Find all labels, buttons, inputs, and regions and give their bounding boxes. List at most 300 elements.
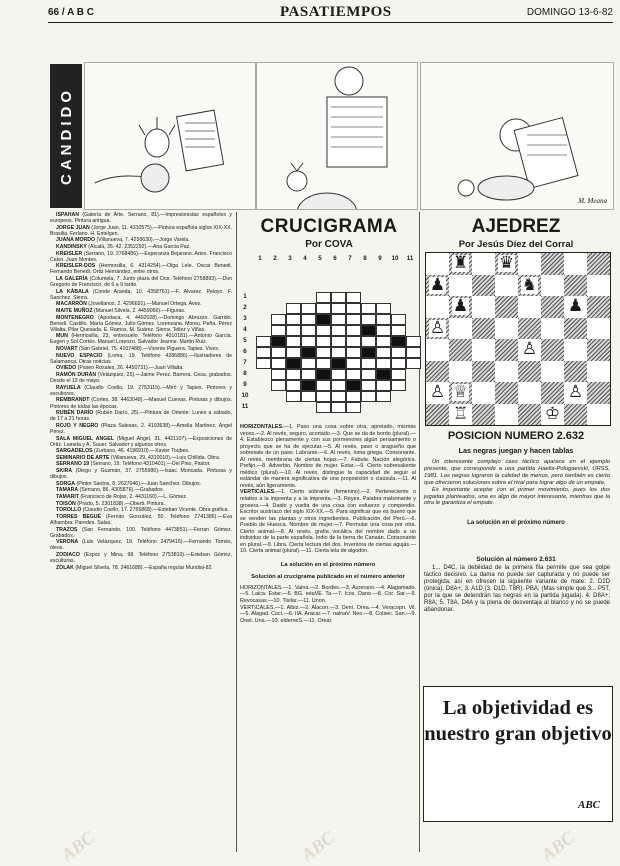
crossword-cell [271,325,286,336]
gallery-details: (Hermosilla, 6. 4314254).—Olga Lele. Oscar Benedi. Fernando Benedi. Ortiz Hernández, entre otros. [50,263,232,276]
gallery-name: OVIEDO [56,365,77,372]
column-number: 5 [318,255,322,262]
chess-square [587,361,610,383]
crossword-cell [256,347,271,358]
crossword-cell [331,303,346,314]
crossword-cell [331,314,346,325]
crossword-next-note: La solución en el próximo número [280,561,376,568]
chess-square [426,296,449,318]
vertical-clues: —1. Cierto sobrante (femenino).—2. Perteneciente o relativo a la imprenta y a la imprenta.—3. Reyes. Palabra malsonante y grosera.—4. Daido y vuelta de una cosa con esfuerzo y compendio. Escritor austríaco del siglo XIX-XX.—5. Para significar que es bueno que se venden las plantas y otros ingredientes. Publicación del Perú.—6. Pueblo de Huesca. Nombre de mujer.—7. Permutar una cosa por otra. Cierto animal.—8. Al revés, grafía vocálica del nombre dado a un individuo de la parte española. Indio de la tierra de Canaán. Consonante en plural.—9. Libra. Cierta lectura del dos. Inventora de ciertas agujas.—10. Cierta animal (plural).—11. Cierta tela de algodón. [240,489,416,555]
cartoon-panel-left [84,62,256,210]
crossword-black-cell [391,336,406,347]
crossword-cell [391,369,406,380]
gallery-entry [50,481,232,487]
chess-square [587,318,610,340]
gallery-details: (Apodaca, 4. 4492028).—Domingo Abruzzo. Garrido. Benedi. Castillo. María Gómez. Julio Gómez. Lorenzana. Moreu. Peña. Pérez Villalta. Pilar Quesada. E. Ramos. M. Suárez. Sierra. Tellez y Viñas. [50,314,232,333]
gallery-name: LA KÁBALA [56,288,89,295]
chess-commentary-p2: Es importante aceptar con el primer movimiento, pues los dos jugadas planteados, una es algo de mayor interesante, mientras que la otra le garantiza el empate. [424,486,610,507]
gallery-entry [50,372,232,384]
crossword-solution-title: Solución al crucigrama publicado en el número anterior [251,573,405,580]
gallery-details: (Villanueva, 7. 4258630).—Jorge Varela. [95,237,190,244]
chess-square [472,382,495,404]
cartoon-drawing-middle [257,63,417,209]
gallery-details: (Serrano, 19. Teléfono 4310401).—Del Pino, Pastor. [89,461,211,468]
gallery-details: (Villanueva, 29. 4310010).—Luis Chillida. Obra. [109,454,221,461]
gallery-details: (Loma, 19. Teléfono 4286886).—Ilustradores de Salamanca. Otras noticias. [50,352,232,365]
crossword-cell [316,347,331,358]
chess-square [472,275,495,297]
crossword-cell [331,369,346,380]
crossword-cell [271,314,286,325]
crossword-solution-vertical: VERTICALES.—1. Albiz.—2. Alacorr.—3. Dení. Orea.—4. Veracopn. Vil.—5. Alagad. Cocl.—6. IIA. Aracar.—7. nalnaV. Neo.—8. Colsec. San.—9. Onet. Una.—10. elderneS.—11. Orear. [240,604,416,624]
gallery-entry [50,461,232,467]
gallery-details: (Miguel Angel, 31. 4421107).—Exposiciones de Ortiz. Lamela y A. Sauer. Salvador y algunos otros. [50,435,232,448]
chess-piece: ♜ [452,253,469,274]
chess-piece: ♞ [521,274,538,295]
chess-piece: ♔ [544,403,561,424]
row-number: 3 [243,315,247,322]
gallery-name: RUBÉN DARÍO [56,410,94,417]
gallery-name: JORGE JUAN [56,224,90,231]
crossword-cell [286,314,301,325]
chess-square [587,339,610,361]
crossword-cell [256,336,271,347]
gallery-entry [50,487,232,493]
gallery-entry [50,565,232,571]
gallery-name: SERRANO 19 [56,461,90,468]
row-number: 1 [243,293,247,300]
gallery-entry [50,397,232,409]
row-number: 9 [243,381,247,388]
column-number: 8 [363,255,367,262]
chess-square [564,253,587,275]
gallery-name: VERONA [56,539,79,546]
column-number: 7 [348,255,352,262]
chess-piece: ♕ [452,382,469,403]
crossword-cell [331,325,346,336]
crossword-cell [376,347,391,358]
gallery-name: TOROLLO [56,507,82,514]
chess-square [472,404,495,426]
chess-square [587,296,610,318]
gallery-name: TAMARA [56,487,79,494]
gallery-details: (San Gabriel, 75. 4107488).—Vicente Piguera. Tapies. Vives. [77,346,220,353]
chess-square [564,339,587,361]
page-header [48,4,613,23]
gallery-name: NOVART [56,346,78,353]
crossword-cell [346,369,361,380]
crossword-title: CRUCIGRAMA [260,216,398,237]
gallery-details: (Miguel Silvela, 78. 2461688).—España regular Mundial-82. [73,564,213,571]
comic-title: CANDIDO [57,87,75,185]
crossword-black-cell [316,314,331,325]
chess-square [426,382,449,404]
column-number: 4 [303,255,307,262]
crossword-cell [331,391,346,402]
chess-square [541,339,564,361]
crossword-cell [391,358,406,369]
chess-square [449,275,472,297]
crossword-cell [361,303,376,314]
crossword-cell [346,292,361,303]
chess-square [449,339,472,361]
chess-board [425,252,611,426]
ad-logo: ABC [577,799,600,811]
crossword-black-cell [301,347,316,358]
row-number: 7 [243,359,247,366]
chess-piece: ♛ [498,253,515,274]
crossword-black-cell [286,358,301,369]
crossword-cell [376,325,391,336]
column-number: 10 [391,255,399,262]
gallery-name: SEMINARIO DE ARTE [56,454,110,461]
crossword-cell [286,391,301,402]
gallery-name: TRAZOS [56,526,78,533]
gallery-entry [50,468,232,480]
chess-square [541,404,564,426]
gallery-name: KREISLER-DOS [56,263,96,270]
crossword-cell [376,380,391,391]
chess-square [564,361,587,383]
chess-position-number: POSICION NUMERO 2.632 [447,430,585,442]
crossword-black-cell [271,336,286,347]
crossword-cell [391,347,406,358]
gallery-details: (Paseo Rosales, 26. 4450731).—Juan Villalta. [76,365,184,372]
vertical-heading: VERTICALES. [240,489,276,496]
crossword-cell [286,347,301,358]
chess-square [495,318,518,340]
comic-title-badge [50,64,82,208]
column-number: 6 [333,255,337,262]
crossword-cell [391,314,406,325]
crossword-cell [316,303,331,314]
gallery-name: ROJO Y NEGRO [56,422,99,429]
chess-piece: ♙ [429,382,446,403]
chess-square [541,253,564,275]
crossword-cell [316,336,331,347]
crossword-black-cell [376,369,391,380]
gallery-entry [50,494,232,500]
crossword-solution-horizontal: HORIZONTALES.—1. Vaina.—2. Bordes.—3. Aurerano.—4. Alagamado.—5. Laica. Estar.—6. BG. eéaVE. Ta.—7. Icos. Dano.—8. Cor. Sar.—9. Revocasas.—10. Tisilar.—11. Unon. [240,584,416,605]
crossword-cell [301,391,316,402]
gallery-details: (Claudio Coello, 17. 2765868).—Esteban Vicente. Obra gráfica. [81,507,229,514]
chess-square [449,296,472,318]
crossword-cell [346,358,361,369]
crossword-cell [331,380,346,391]
crossword-black-cell [301,380,316,391]
chess-square [449,361,472,383]
crossword-cell [361,336,376,347]
chess-square [449,318,472,340]
cartoon-panel-middle [256,62,418,210]
chess-square [426,318,449,340]
gallery-listings [50,212,232,852]
gallery-name: REMBRANDT [56,397,90,404]
chess-square [495,339,518,361]
page-number: 66 / A B C [48,7,94,18]
chess-square [426,361,449,383]
row-number: 6 [243,348,247,355]
row-number: 4 [243,326,247,333]
gallery-entry [50,353,232,365]
gallery-entry [50,423,232,435]
chess-square [518,339,541,361]
gallery-details: (Jovellanos, 2. 4296691).—Manuel Ortega. Aves. [86,301,202,308]
crossword-author: Por COVA [305,239,353,250]
gallery-name: ZODIACO [56,552,80,559]
chess-piece: ♙ [429,317,446,338]
gallery-name: MONTENEGRO [56,314,94,321]
chess-square [518,404,541,426]
chess-square [472,296,495,318]
chess-square [518,253,541,275]
chess-title: AJEDREZ [471,216,561,237]
crossword-cell [361,391,376,402]
gallery-details: (Rubén Darío, 25).—Pintura de Oriente. Lunes a sábado, de 17 a 21 horas. [50,410,232,423]
gallery-name: TORRES BEGUÉ [56,514,102,521]
gallery-name: KANDINSKY [56,244,87,251]
crossword-cell [286,336,301,347]
chess-square [426,275,449,297]
crossword-cell [361,358,376,369]
crossword-cell [256,358,271,369]
gallery-entry [50,237,232,243]
chess-square [564,404,587,426]
column-number: 3 [288,255,292,262]
chess-task: Las negras juegan y hacen tablas [458,446,574,455]
gallery-details: (Jorge Juan, 11. 4310575).—Pintura española siglos XIX-XX. Brasilia. Ferlano. H. Entelgen. [50,224,232,237]
gallery-name: SKIRA [56,468,73,475]
crossword-cell [271,347,286,358]
crossword-cell [376,336,391,347]
chess-next-note: La solución en el próximo número [467,520,565,526]
chess-square [541,361,564,383]
crossword-cell [301,303,316,314]
gallery-name: TOISÓN [56,500,76,507]
crossword-cell [286,303,301,314]
gallery-entry [50,289,232,301]
column-number: 11 [406,255,414,262]
crossword-cell [376,391,391,402]
gallery-entry [50,539,232,551]
chess-commentary-p1: Un interesante complejo caso táctico aparece en el ejemplo presente, que corresponde a una partida Haella-Polugaevski, URSS, 1981. Las negras lograron la calidad de menos, pero también es cierto que ofrecieron soluciones sobre el rival para lograr algo de un empate. [424,459,610,486]
gallery-entry [50,385,232,397]
gallery-entry [50,514,232,526]
chess-square [518,361,541,383]
crossword-cell [301,314,316,325]
column-divider [419,212,420,852]
gallery-entry [50,346,232,352]
chess-square [449,382,472,404]
chess-square [518,318,541,340]
gallery-entry [50,410,232,422]
chess-piece: ♙ [567,382,584,403]
column-number: 2 [273,255,277,262]
chess-square [587,275,610,297]
horizontal-clues: —1. Paso una cosa sobre otra, apretado, mismas veces.—2. Al revés, seguro, acortado.—3. Que se da de bordo (plural).—4. Establezco plenamente y con sus pormenores algún pensamiento o proyecto que se ha de ejecutar.—5. Al revés, pavo o aragueño que sobresale de un paso. Labrarse.—6. Al revés, loma griega. Consonante. Al revés, membrana de ciertas hojas.—7. Fabula. Nación alegórica. Prefijo.—8. Adverbio. Nombre de mujer. Estar.—9. Cierto sobresaliente médico (plural).—10. Al revés, distingue la capacidad de seguir al estándar de manera significativa de una proposición o claúsula.—11. Al revés, aún ligeramente. [240,424,416,489]
chess-solution-text: 1... D4C, la debilidad de la primera fila permite que sea golpe táctico decisivo. La dama no puede ser capturada y no puede ser protegida, así en ofrecen la siguiente variante de mate: 2. D2D (única). D8A+; 3. A1D (3. D1D, T8R). PBA; (Mas simple que 3... P5T, por la que se detendrán las negras en la partida jugada). 4. D8A+; R8A; 5. T8A, D4A y la plena de desventaja al blanco y no se puede abandonar. [424,565,610,614]
gallery-details: (Fernán González, 50. Teléfono 2741386).—Eva Alhambra. Paredes. Salas. [50,514,232,527]
gallery-details: (Prado, 5. 2301838).—Oberti. Pintura. [75,500,165,507]
watermark: ABC [57,827,99,866]
chess-piece: ♖ [452,403,469,424]
gallery-name: NUEVO ESPACIO [56,352,103,359]
gallery-details: (Manuel Silvela, 2. 4459066).—Figuras. [92,308,186,315]
gallery-details: (Luis Velázquez, 18. Teléfono 2479416).—Fernando Tornés, óleos. [50,539,232,552]
gallery-entry [50,263,232,275]
ad-slogan: La objetividad es nuestro gran objetivo [424,697,612,745]
crossword-cell [346,391,361,402]
chess-square [564,275,587,297]
crossword-cell [316,402,331,413]
crossword-black-cell [316,369,331,380]
gallery-entry [50,448,232,454]
gallery-details: (Conde Aranda, 10. 4358761).—F. Alvarez. Pelayo. F. Sanchez. Sierra. [50,288,232,301]
gallery-name: MAITE MUÑOZ [56,308,93,315]
crossword-cell [391,380,406,391]
section-title: PASATIEMPOS [280,4,392,20]
gallery-entry [50,507,232,513]
row-number: 5 [243,337,247,344]
chess-square [495,361,518,383]
chess-square [587,404,610,426]
gallery-entry [50,436,232,448]
gallery-details: (Serrano, 19. 2768486).—Esperanza Bejarano. Artes. Francisco Calvo. Juan Montes. [50,250,232,263]
chess-square [541,382,564,404]
gallery-details: (Cortes, 38. 4463048).—Manuel Cuevas. Pinturas y dibujos. Pintores de todas las épocas. [50,397,232,410]
chess-square [518,275,541,297]
gallery-details: (Serrano, 86. 4305876).—Grabados. [78,487,165,494]
gallery-details: (Hermosilla, 23, entresuelo. Teléfono 4010181).—Antonio Garcia. Eugen y Sol Cortés. Manuel Lorenzo. Salvador Jeanne. Martin Ruiz. [50,333,232,346]
crossword-cell [346,314,361,325]
chess-square [426,404,449,426]
chess-solution [424,565,610,614]
chess-square [472,253,495,275]
crossword-cell [376,314,391,325]
gallery-entry [50,276,232,288]
crossword-cell [301,358,316,369]
crossword-cell [316,325,331,336]
gallery-name: RAMÓN DURÁN [56,372,97,379]
cartoon-drawing-left [85,63,255,209]
chess-solution-title: Solución al número 2.631 [476,556,556,563]
cartoon-signature: M. Meana [578,197,607,205]
crossword-cell [286,380,301,391]
crossword-cell [391,325,406,336]
chess-square [587,382,610,404]
chess-square [426,339,449,361]
chess-square [518,382,541,404]
crossword-cell [301,325,316,336]
gallery-entry [50,501,232,507]
gallery-name: SARGADELOS [56,448,93,455]
gallery-name: LA GALERÍA [56,276,88,283]
crossword-cell [331,402,346,413]
gallery-name: SALA MIGUEL ANGEL [56,435,114,442]
crossword-cell [301,369,316,380]
gallery-entry [50,225,232,237]
gallery-details: (Columela, 7. Junto plaza del Dos. Teléfono 2758893).—Don Gregorio de Francisco, de 6 a 9 tarde. [50,276,232,289]
crossword-cell [376,358,391,369]
crossword-cell [406,347,421,358]
chess-square [495,382,518,404]
chess-author: Por Jesús Díez del Corral [458,239,574,250]
gallery-details: (Espoz y Mina, 98. Teléfono 2753810).—Esteban Gómez, esculturas. [50,552,232,565]
gallery-details: (Pintor Santos, 8. 2627046).—Juan Sanchez. Dibujos. [75,480,202,487]
crossword-cell [301,336,316,347]
gallery-entry [50,333,232,345]
row-number: 2 [243,304,247,311]
chess-square [564,382,587,404]
crossword-cell [361,314,376,325]
gallery-details: (Francisco de Rojas, 2. 4431160).—L. Gómez. [78,494,188,501]
chess-square [541,318,564,340]
row-number: 11 [241,403,249,410]
crossword-cell [286,369,301,380]
row-number: 10 [241,392,249,399]
column-number: 9 [378,255,382,262]
gallery-details: (Alcalá, 35. 42. 2352292).—Ana Garcia Paz. [86,244,191,251]
crossword-cell [346,347,361,358]
gallery-details: (San Fernando, 100. Teléfono 4473851).—Ferran Gómez. Grabados. [50,526,232,539]
crossword-cell [271,369,286,380]
chess-square [449,404,472,426]
gallery-entry [50,212,232,224]
chess-square [587,253,610,275]
chess-square [495,253,518,275]
chess-square [564,296,587,318]
crossword-black-cell [361,347,376,358]
crossword-cell [271,358,286,369]
gallery-name: MACARRÓN [56,301,87,308]
gallery-details: (Velázquez, 25).—Jaime Perez. Barrera. Cesa, grabados. Desde el 13 de mayo. [50,372,232,385]
chess-piece: ♙ [521,339,538,360]
gallery-entry [50,455,232,461]
gallery-details: (Galería de Arte. Serrano, 81).—Impresionistas españoles y europeos. Pintura antigua. [50,212,232,225]
crossword-clues [240,424,416,624]
chess-commentary [424,459,610,507]
gallery-entry [50,315,232,333]
gallery-entry [50,244,232,250]
gallery-entry [50,308,232,314]
crossword-cell [271,380,286,391]
horizontal-heading: HORIZONTALES. [240,424,284,430]
chess-piece: ♟ [452,296,469,317]
chess-square [564,318,587,340]
chess-square [495,275,518,297]
chess-square [426,253,449,275]
crossword-cell [331,336,346,347]
crossword-cell [406,358,421,369]
chess-square [495,404,518,426]
gallery-name: SORGA [56,480,76,487]
column-divider [236,212,237,852]
chess-piece: ♟ [567,296,584,317]
chess-square [449,253,472,275]
crossword-cell [316,292,331,303]
issue-date: DOMINGO 13-6-82 [526,7,613,18]
gallery-name: KREISLER [56,250,83,257]
chess-square [472,318,495,340]
gallery-entry [50,552,232,564]
gallery-details: (Claudio Coello, 19. 2753115).—Miró y Tapies. Pintores y escultores. [50,384,232,397]
gallery-details: (Zurbano, 46. 4196910).—Xavier Toubes. [92,448,190,455]
gallery-details: (Plaza Salesas, 2. 4193638).—Amelia Martinez. Angel Perez. [50,422,232,435]
chess-piece: ♟ [429,274,446,295]
crossword-cell [346,336,361,347]
watermark: ABC [537,827,579,866]
crossword-cell [406,336,421,347]
